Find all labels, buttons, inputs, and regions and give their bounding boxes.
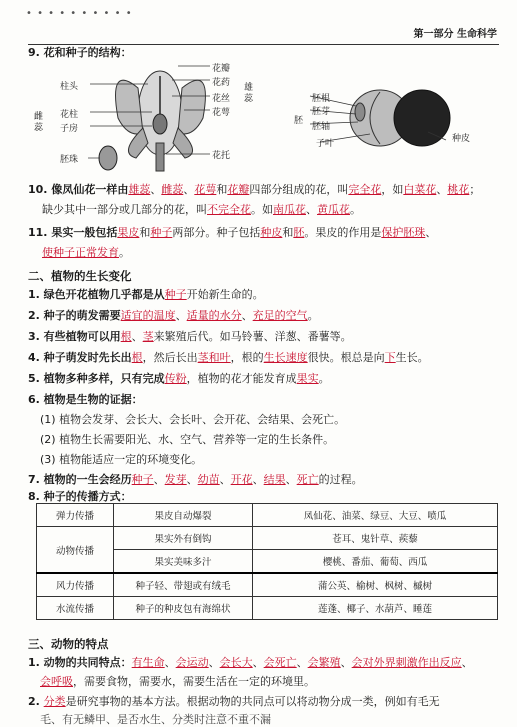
seed-illustration (350, 90, 450, 146)
s3-item-2-line1: 2. 分类是研究事物的基本方法。根据动物的共同点可以将动物分成一类，例如有毛无 (28, 695, 440, 708)
label-ziye: 子叶 (316, 139, 335, 149)
flower-illustration (99, 71, 205, 171)
s2-item-7: 7. 植物的一生会经历种子、发芽、幼苗、开花、结果、死亡的过程。 (28, 473, 363, 486)
table-cell-feature: 种子的种皮包有海绵状 (114, 597, 253, 620)
seed-diagram (280, 84, 460, 154)
section-3-heading: 三、动物的特点 (28, 637, 109, 651)
s2-item-1: 1. 绿色开花植物几乎都是从种子开始新生命的。 (28, 288, 264, 301)
table-cell-examples: 樱桃、番茄、葡萄、西瓜 (253, 550, 498, 574)
s2-item-8: 8. 种子的传播方式： (28, 490, 132, 503)
s2-item-4: 4. 种子萌发时先长出根，然后长出茎和叶，根的生长速度很快。根总是向下生长。 (28, 351, 429, 364)
page-header (0, 0, 517, 44)
table-cell-examples: 苍耳、鬼针草、蒺藜 (253, 527, 498, 550)
section-2-heading: 二、植物的生长变化 (28, 269, 132, 283)
q11-line2: 使种子正常发育。 (42, 246, 130, 259)
table-cell-examples: 蒲公英、榆树、枫树、槭树 (253, 573, 498, 597)
label-peizhu: 胚珠 (60, 155, 79, 165)
s3-item-2-line2-cut: 毛、有无鳞甲、是否水生、分类时注意不重不漏 (40, 713, 271, 726)
s2-item-3: 3. 有些植物可以用根、茎来繁殖后代。如马铃薯、洋葱、番薯等。 (28, 330, 352, 343)
table-cell-mode: 弹力传播 (37, 504, 114, 527)
s2-item-6-1: (1) 植物会发芽、会长大、会长叶、会开花、会结果、会死亡。 (40, 413, 346, 426)
table-cell-feature: 果皮自动爆裂 (114, 504, 253, 527)
label-huaban: 花瓣 (212, 64, 231, 74)
label-huayao: 花药 (212, 78, 231, 88)
table-cell-mode: 动物传播 (37, 527, 114, 574)
table-row (37, 573, 498, 597)
header-rule (28, 44, 499, 45)
table-cell-examples: 莲蓬、椰子、水葫芦、睡莲 (253, 597, 498, 620)
flower-diagram (48, 58, 268, 173)
table-cell-feature: 种子轻、带翅或有绒毛 (114, 573, 253, 597)
label-peiya: 胚芽 (312, 107, 331, 117)
s2-item-6: 6. 植物是生物的证据： (28, 393, 143, 406)
label-zhutou: 柱头 (60, 82, 79, 92)
label-cirui: 雌蕊 (34, 112, 44, 133)
q11-line1: 11. 果实一般包括果皮和种子两部分。种子包括种皮和胚。果皮的作用是保护胚珠、 (28, 226, 437, 239)
table-cell-mode: 水流传播 (37, 597, 114, 620)
table-row (37, 597, 498, 620)
table-cell-mode: 风力传播 (37, 573, 114, 597)
table-row (37, 527, 498, 550)
table-cell-examples: 凤仙花、油菜、绿豆、大豆、喷瓜 (253, 504, 498, 527)
label-huae: 花萼 (212, 108, 231, 118)
table-cell-feature: 果实外有倒钩 (114, 527, 253, 550)
q9-title: 9. 花和种子的结构： (28, 46, 132, 59)
label-huazhu: 花柱 (60, 110, 79, 120)
s2-item-6-2: (2) 植物生长需要阳光、水、空气、营养等一定的生长条件。 (40, 433, 335, 446)
label-zifang: 子房 (60, 124, 79, 134)
label-zhongpi: 种皮 (452, 134, 471, 144)
label-huatuo: 花托 (212, 151, 231, 161)
q10-line2: 缺少其中一部分或几部分的花，叫不完全花。如南瓜花、黄瓜花。 (42, 203, 361, 216)
seed-dispersal-table (36, 503, 498, 620)
s3-item-1-line1: 1. 动物的共同特点：有生命、会运动、会长大、会死亡、会繁殖、会对外界刺激作出反应、 (28, 656, 473, 669)
label-peigen: 胚根 (312, 94, 331, 104)
s2-item-2: 2. 种子的萌发需要适宜的温度、适量的水分、充足的空气。 (28, 309, 319, 322)
s2-item-6-3: (3) 植物能适应一定的环境变化。 (40, 453, 203, 466)
s2-item-5: 5. 植物多种多样，只有完成传粉，植物的花才能发育成果实。 (28, 372, 330, 385)
s3-item-1-line2: 会呼吸，需要食物，需要水，需要生活在一定的环境里。 (40, 675, 315, 688)
label-huasi: 花丝 (212, 94, 231, 104)
header-part-title: 第一部分 生命科学 (413, 29, 497, 40)
table-row (37, 504, 498, 527)
label-peizhou: 胚轴 (312, 122, 331, 132)
header-dots: • • • • • • • • • • (26, 8, 133, 19)
label-pei: 胚 (294, 116, 304, 126)
q10-line1: 10. 像凤仙花一样由雄蕊、雌蕊、花萼和花瓣四部分组成的花，叫完全花，如白菜花、桃花； (28, 183, 481, 196)
table-cell-feature: 果实美味多汁 (114, 550, 253, 574)
label-xiongrui: 雄蕊 (244, 83, 254, 104)
